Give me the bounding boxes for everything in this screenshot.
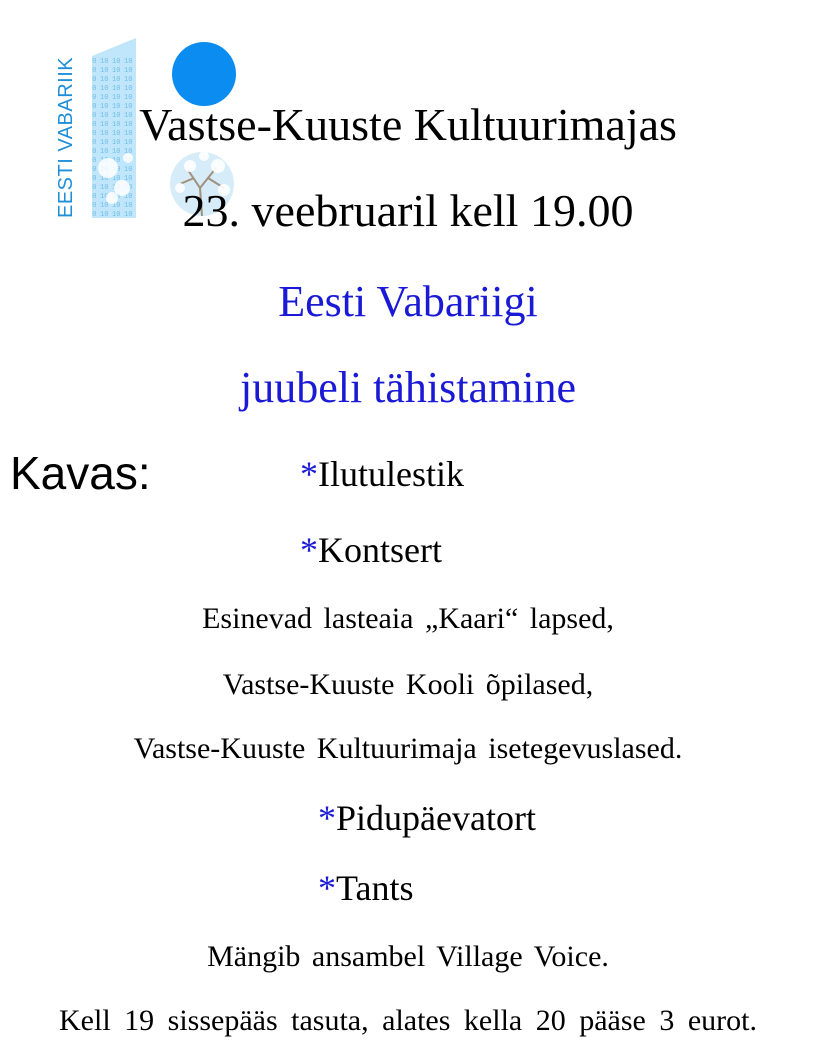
- bullet-asterisk: *: [300, 454, 318, 494]
- concert-performer-line: Esinevad lasteaia „Kaari“ lapsed,: [202, 602, 614, 635]
- dance-band-line: Mängib ansambel Village Voice.: [207, 940, 609, 973]
- bullet-asterisk: *: [318, 798, 336, 838]
- headline-line-2: juubeli tähistamine: [239, 363, 577, 412]
- program-item-label: Pidupäevatort: [336, 798, 536, 838]
- bullet-asterisk: *: [318, 868, 336, 908]
- program-item-label: Kontsert: [318, 530, 442, 570]
- headline-line-1: Eesti Vabariigi: [278, 277, 538, 326]
- program-item-label: Ilutulestik: [318, 454, 464, 494]
- admission-line: Kell 19 sissepääs tasuta, alates kella 20 pääse 3 eurot.: [59, 1004, 757, 1037]
- date-time-line: 23. veebruaril kell 19.00: [182, 185, 634, 236]
- venue-line: Vastse-Kuuste Kultuurimajas: [139, 99, 677, 150]
- program-item-concert: [300, 532, 442, 568]
- program-label: Kavas:: [10, 447, 151, 499]
- bullet-asterisk: *: [300, 530, 318, 570]
- logo-text: EESTI VABARIIK: [55, 56, 77, 218]
- concert-performer-line: Vastse-Kuuste Kultuurimaja isetegevuslased.: [133, 732, 683, 765]
- program-item-cake: [318, 800, 536, 836]
- program-item-label: Tants: [336, 868, 414, 908]
- concert-performer-line: Vastse-Kuuste Kooli õpilased,: [222, 668, 594, 701]
- program-item-fireworks: [300, 456, 464, 492]
- program-item-dance: [318, 870, 413, 906]
